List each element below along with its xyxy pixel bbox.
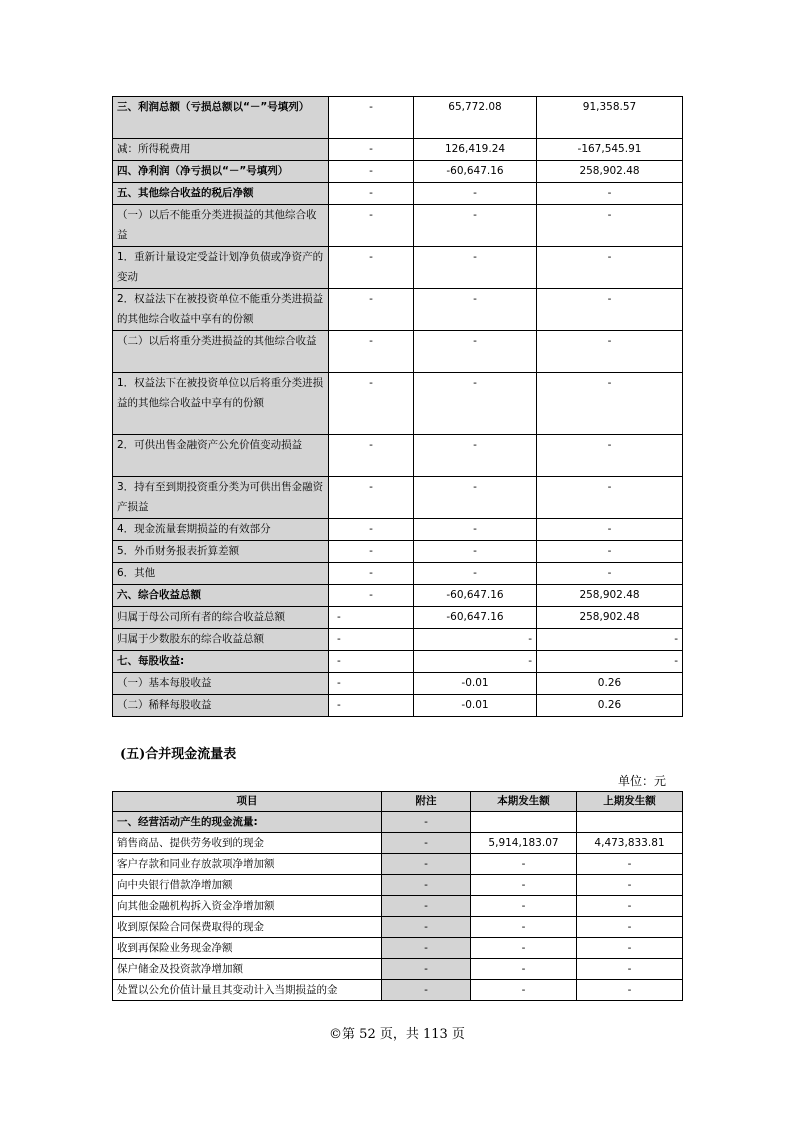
- current-amount: -: [471, 854, 577, 875]
- row-label: 6．其他: [113, 563, 329, 585]
- prior-amount: -: [577, 875, 683, 896]
- current-amount: -: [414, 247, 537, 289]
- cashflow-table: [112, 791, 683, 1001]
- note-cell: -: [329, 97, 414, 139]
- note-cell: -: [329, 695, 414, 717]
- current-amount: -: [414, 541, 537, 563]
- header-note: 附注: [382, 792, 471, 812]
- row-label: 1．重新计量设定受益计划净负债或净资产的变动: [113, 247, 329, 289]
- row-label: 收到再保险业务现金净额: [113, 938, 382, 959]
- table-row: [113, 980, 683, 1001]
- table-row: [113, 651, 683, 673]
- row-label: 五、其他综合收益的税后净额: [113, 183, 329, 205]
- note-cell: -: [329, 477, 414, 519]
- prior-amount: -: [537, 373, 683, 435]
- prior-amount: -: [537, 289, 683, 331]
- prior-amount: 4,473,833.81: [577, 833, 683, 854]
- current-amount: -: [414, 205, 537, 247]
- row-label: 客户存款和同业存放款项净增加额: [113, 854, 382, 875]
- table-row: [113, 435, 683, 477]
- current-amount: -: [414, 435, 537, 477]
- current-amount: -: [471, 896, 577, 917]
- current-amount: -60,647.16: [414, 607, 537, 629]
- note-cell: -: [329, 541, 414, 563]
- table-row: [113, 373, 683, 435]
- prior-amount: -: [537, 477, 683, 519]
- table-row: [113, 585, 683, 607]
- current-amount: -: [414, 629, 537, 651]
- table-row: [113, 519, 683, 541]
- row-label: （二）稀释每股收益: [113, 695, 329, 717]
- current-amount: 65,772.08: [414, 97, 537, 139]
- note-cell: -: [329, 183, 414, 205]
- section-title: (五)合并现金流量表: [120, 747, 237, 762]
- prior-amount: -: [577, 896, 683, 917]
- row-label: 归属于母公司所有者的综合收益总额: [113, 607, 329, 629]
- current-amount: [471, 812, 577, 833]
- prior-amount: -: [577, 938, 683, 959]
- row-label: 七、每股收益:: [113, 651, 329, 673]
- prior-amount: -: [537, 541, 683, 563]
- prior-amount: -: [537, 205, 683, 247]
- table-row: [113, 833, 683, 854]
- table-row: [113, 289, 683, 331]
- prior-amount: -167,545.91: [537, 139, 683, 161]
- row-label: （一）基本每股收益: [113, 673, 329, 695]
- table-row: [113, 673, 683, 695]
- current-amount: -: [414, 477, 537, 519]
- note-cell: -: [329, 651, 414, 673]
- note-cell: -: [382, 959, 471, 980]
- row-label: （一）以后不能重分类进损益的其他综合收益: [113, 205, 329, 247]
- row-label: 三、利润总额（亏损总额以“－”号填列）: [113, 97, 329, 139]
- table-row: [113, 183, 683, 205]
- header-current: 本期发生额: [471, 792, 577, 812]
- current-amount: -60,647.16: [414, 161, 537, 183]
- table-row: [113, 896, 683, 917]
- current-amount: -: [414, 563, 537, 585]
- row-label: 收到原保险合同保费取得的现金: [113, 917, 382, 938]
- header-prior: 上期发生额: [577, 792, 683, 812]
- note-cell: -: [382, 854, 471, 875]
- table-row: [113, 161, 683, 183]
- row-label: 一、经营活动产生的现金流量:: [113, 812, 382, 833]
- note-cell: -: [329, 373, 414, 435]
- table-row: [113, 563, 683, 585]
- table-row: [113, 875, 683, 896]
- current-amount: -0.01: [414, 673, 537, 695]
- header-row: [113, 792, 683, 812]
- table-row: [113, 97, 683, 139]
- note-cell: -: [329, 161, 414, 183]
- current-amount: -: [414, 331, 537, 373]
- table-row: [113, 205, 683, 247]
- row-label: 四、净利润（净亏损以“－”号填列）: [113, 161, 329, 183]
- table-row: [113, 959, 683, 980]
- note-cell: -: [329, 205, 414, 247]
- row-label: 4．现金流量套期损益的有效部分: [113, 519, 329, 541]
- note-cell: -: [382, 812, 471, 833]
- note-cell: -: [329, 563, 414, 585]
- current-amount: 5,914,183.07: [471, 833, 577, 854]
- table-row: [113, 917, 683, 938]
- prior-amount: -: [537, 629, 683, 651]
- prior-amount: -: [537, 247, 683, 289]
- note-cell: -: [329, 673, 414, 695]
- row-label: 2．可供出售金融资产公允价值变动损益: [113, 435, 329, 477]
- prior-amount: -: [577, 854, 683, 875]
- current-amount: -: [414, 519, 537, 541]
- current-amount: -: [414, 183, 537, 205]
- prior-amount: -: [537, 183, 683, 205]
- row-label: 向中央银行借款净增加额: [113, 875, 382, 896]
- prior-amount: 258,902.48: [537, 161, 683, 183]
- page-footer: ©第 52 页，共 113 页: [329, 1027, 465, 1042]
- row-label: 六、综合收益总额: [113, 585, 329, 607]
- note-cell: -: [382, 917, 471, 938]
- prior-amount: 258,902.48: [537, 585, 683, 607]
- row-label: 向其他金融机构拆入资金净增加额: [113, 896, 382, 917]
- prior-amount: -: [577, 917, 683, 938]
- table-row: [113, 695, 683, 717]
- prior-amount: 258,902.48: [537, 607, 683, 629]
- row-label: 销售商品、提供劳务收到的现金: [113, 833, 382, 854]
- table-row: [113, 812, 683, 833]
- row-label: 5．外币财务报表折算差额: [113, 541, 329, 563]
- note-cell: -: [329, 289, 414, 331]
- current-amount: 126,419.24: [414, 139, 537, 161]
- current-amount: -: [414, 651, 537, 673]
- income-statement-table: [112, 96, 683, 717]
- prior-amount: -: [537, 519, 683, 541]
- row-label: 保户储金及投资款净增加额: [113, 959, 382, 980]
- table-row: [113, 541, 683, 563]
- row-label: 减：所得税费用: [113, 139, 329, 161]
- row-label: 3．持有至到期投资重分类为可供出售金融资产损益: [113, 477, 329, 519]
- note-cell: -: [382, 833, 471, 854]
- prior-amount: 0.26: [537, 695, 683, 717]
- note-cell: -: [382, 938, 471, 959]
- row-label: （二）以后将重分类进损益的其他综合收益: [113, 331, 329, 373]
- table-row: [113, 247, 683, 289]
- table-row: [113, 854, 683, 875]
- row-label: 归属于少数股东的综合收益总额: [113, 629, 329, 651]
- note-cell: -: [329, 331, 414, 373]
- row-label: 1．权益法下在被投资单位以后将重分类进损益的其他综合收益中享有的份额: [113, 373, 329, 435]
- note-cell: -: [382, 896, 471, 917]
- current-amount: -: [471, 980, 577, 1001]
- row-label: 2．权益法下在被投资单位不能重分类进损益的其他综合收益中享有的份额: [113, 289, 329, 331]
- note-cell: -: [329, 607, 414, 629]
- table-row: [113, 477, 683, 519]
- table-row: [113, 607, 683, 629]
- prior-amount: -: [537, 651, 683, 673]
- prior-amount: -: [577, 980, 683, 1001]
- table-row: [113, 331, 683, 373]
- note-cell: -: [382, 980, 471, 1001]
- prior-amount: -: [577, 959, 683, 980]
- note-cell: -: [329, 519, 414, 541]
- current-amount: -0.01: [414, 695, 537, 717]
- prior-amount: [577, 812, 683, 833]
- table-row: [113, 938, 683, 959]
- prior-amount: -: [537, 563, 683, 585]
- current-amount: -: [471, 875, 577, 896]
- note-cell: -: [329, 247, 414, 289]
- current-amount: -: [471, 938, 577, 959]
- prior-amount: -: [537, 435, 683, 477]
- current-amount: -: [414, 373, 537, 435]
- table-row: [113, 629, 683, 651]
- note-cell: -: [329, 435, 414, 477]
- current-amount: -: [471, 917, 577, 938]
- header-item: 项目: [113, 792, 382, 812]
- note-cell: -: [382, 875, 471, 896]
- current-amount: -: [471, 959, 577, 980]
- unit-label: 单位：元: [618, 774, 667, 788]
- current-amount: -60,647.16: [414, 585, 537, 607]
- row-label: 处置以公允价值计量且其变动计入当期损益的金: [113, 980, 382, 1001]
- prior-amount: -: [537, 331, 683, 373]
- prior-amount: 0.26: [537, 673, 683, 695]
- prior-amount: 91,358.57: [537, 97, 683, 139]
- table-row: [113, 139, 683, 161]
- current-amount: -: [414, 289, 537, 331]
- note-cell: -: [329, 139, 414, 161]
- note-cell: -: [329, 585, 414, 607]
- note-cell: -: [329, 629, 414, 651]
